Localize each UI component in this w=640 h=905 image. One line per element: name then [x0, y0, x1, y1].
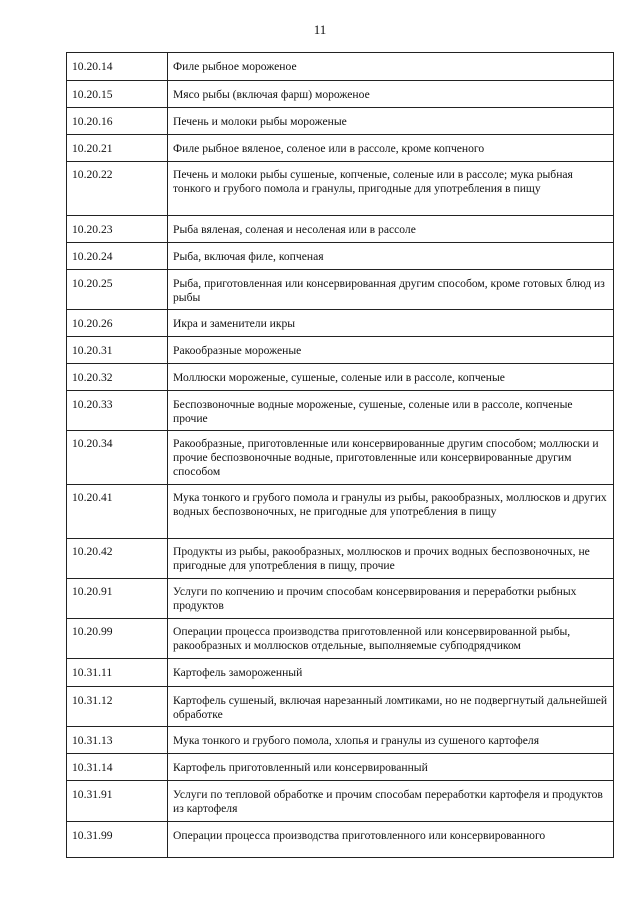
- table-row: [67, 243, 614, 270]
- description-cell: Картофель замороженный: [168, 659, 614, 687]
- okved-code-cell: 10.20.24: [67, 243, 168, 270]
- description-cell: Беспозвоночные водные мороженые, сушеные, соленые или в рассоле, копченые прочие: [168, 391, 614, 431]
- okved-code-cell: 10.31.12: [67, 687, 168, 727]
- description-cell: Операции процесса производства приготовленного или консервированного: [168, 822, 614, 858]
- table-row: [67, 364, 614, 391]
- table-row: [67, 727, 614, 754]
- okved-code-cell: 10.20.26: [67, 310, 168, 337]
- table-row: [67, 754, 614, 781]
- table-row: [67, 162, 614, 216]
- description-cell: Картофель приготовленный или консервированный: [168, 754, 614, 781]
- description-cell: Рыба вяленая, соленая и несоленая или в рассоле: [168, 216, 614, 243]
- description-cell: Услуги по тепловой обработке и прочим способам переработки картофеля и продуктов из картофеля: [168, 781, 614, 822]
- okved-code-cell: 10.20.15: [67, 81, 168, 108]
- description-cell: Икра и заменители икры: [168, 310, 614, 337]
- table-row: [67, 822, 614, 858]
- classification-table: [66, 52, 614, 858]
- description-cell: Филе рыбное мороженое: [168, 53, 614, 81]
- table-row: [67, 108, 614, 135]
- table-row: [67, 53, 614, 81]
- description-cell: Услуги по копчению и прочим способам консервирования и переработки рыбных продуктов: [168, 579, 614, 619]
- table-row: [67, 687, 614, 727]
- okved-code-cell: 10.31.14: [67, 754, 168, 781]
- okved-code-cell: 10.31.11: [67, 659, 168, 687]
- description-cell: Картофель сушеный, включая нарезанный ломтиками, но не подвергнутый дальнейшей обработке: [168, 687, 614, 727]
- table-row: [67, 216, 614, 243]
- description-cell: Филе рыбное вяленое, соленое или в рассоле, кроме копченого: [168, 135, 614, 162]
- okved-code-cell: 10.31.91: [67, 781, 168, 822]
- table-row: [67, 135, 614, 162]
- table-body: [67, 53, 614, 858]
- table-row: [67, 659, 614, 687]
- okved-code-cell: 10.20.32: [67, 364, 168, 391]
- table-row: [67, 539, 614, 579]
- description-cell: Продукты из рыбы, ракообразных, моллюсков и прочих водных беспозвоночных, не пригодные для употребления в пищу, прочие: [168, 539, 614, 579]
- table-row: [67, 391, 614, 431]
- table-row: [67, 337, 614, 364]
- table-row: [67, 579, 614, 619]
- description-cell: Печень и молоки рыбы мороженые: [168, 108, 614, 135]
- description-cell: Моллюски мороженые, сушеные, соленые или в рассоле, копченые: [168, 364, 614, 391]
- okved-code-cell: 10.20.34: [67, 431, 168, 485]
- table-row: [67, 485, 614, 539]
- okved-code-cell: 10.20.31: [67, 337, 168, 364]
- description-cell: Ракообразные мороженые: [168, 337, 614, 364]
- description-cell: Рыба, приготовленная или консервированная другим способом, кроме готовых блюд из рыбы: [168, 270, 614, 310]
- description-cell: Мука тонкого и грубого помола и гранулы из рыбы, ракообразных, моллюсков и других водных беспозвоночных, не пригодные для употребления в пищу: [168, 485, 614, 539]
- okved-code-cell: 10.31.99: [67, 822, 168, 858]
- description-cell: Рыба, включая филе, копченая: [168, 243, 614, 270]
- okved-code-cell: 10.20.33: [67, 391, 168, 431]
- description-cell: Мука тонкого и грубого помола, хлопья и гранулы из сушеного картофеля: [168, 727, 614, 754]
- description-cell: Мясо рыбы (включая фарш) мороженое: [168, 81, 614, 108]
- table-row: [67, 310, 614, 337]
- okved-code-cell: 10.20.42: [67, 539, 168, 579]
- okved-code-cell: 10.20.16: [67, 108, 168, 135]
- okved-code-cell: 10.20.25: [67, 270, 168, 310]
- okved-code-cell: 10.20.21: [67, 135, 168, 162]
- page-number: 11: [313, 22, 327, 37]
- okved-code-cell: 10.20.41: [67, 485, 168, 539]
- description-cell: Ракообразные, приготовленные или консервированные другим способом; моллюски и прочие беспозвоночные водные, приготовленные или консервированные другим способом: [168, 431, 614, 485]
- table-row: [67, 781, 614, 822]
- table-row: [67, 619, 614, 659]
- okved-code-cell: 10.20.22: [67, 162, 168, 216]
- description-cell: Операции процесса производства приготовленной или консервированной рыбы, ракообразных и моллюсков отдельные, выполняемые субподрядчиком: [168, 619, 614, 659]
- okved-code-cell: 10.20.99: [67, 619, 168, 659]
- okved-code-cell: 10.31.13: [67, 727, 168, 754]
- description-cell: Печень и молоки рыбы сушеные, копченые, соленые или в рассоле; мука рыбная тонкого и грубого помола и гранулы, пригодные для употребления в пищу: [168, 162, 614, 216]
- okved-code-cell: 10.20.14: [67, 53, 168, 81]
- okved-code-cell: 10.20.23: [67, 216, 168, 243]
- table-row: [67, 431, 614, 485]
- table-row: [67, 81, 614, 108]
- okved-code-cell: 10.20.91: [67, 579, 168, 619]
- table-row: [67, 270, 614, 310]
